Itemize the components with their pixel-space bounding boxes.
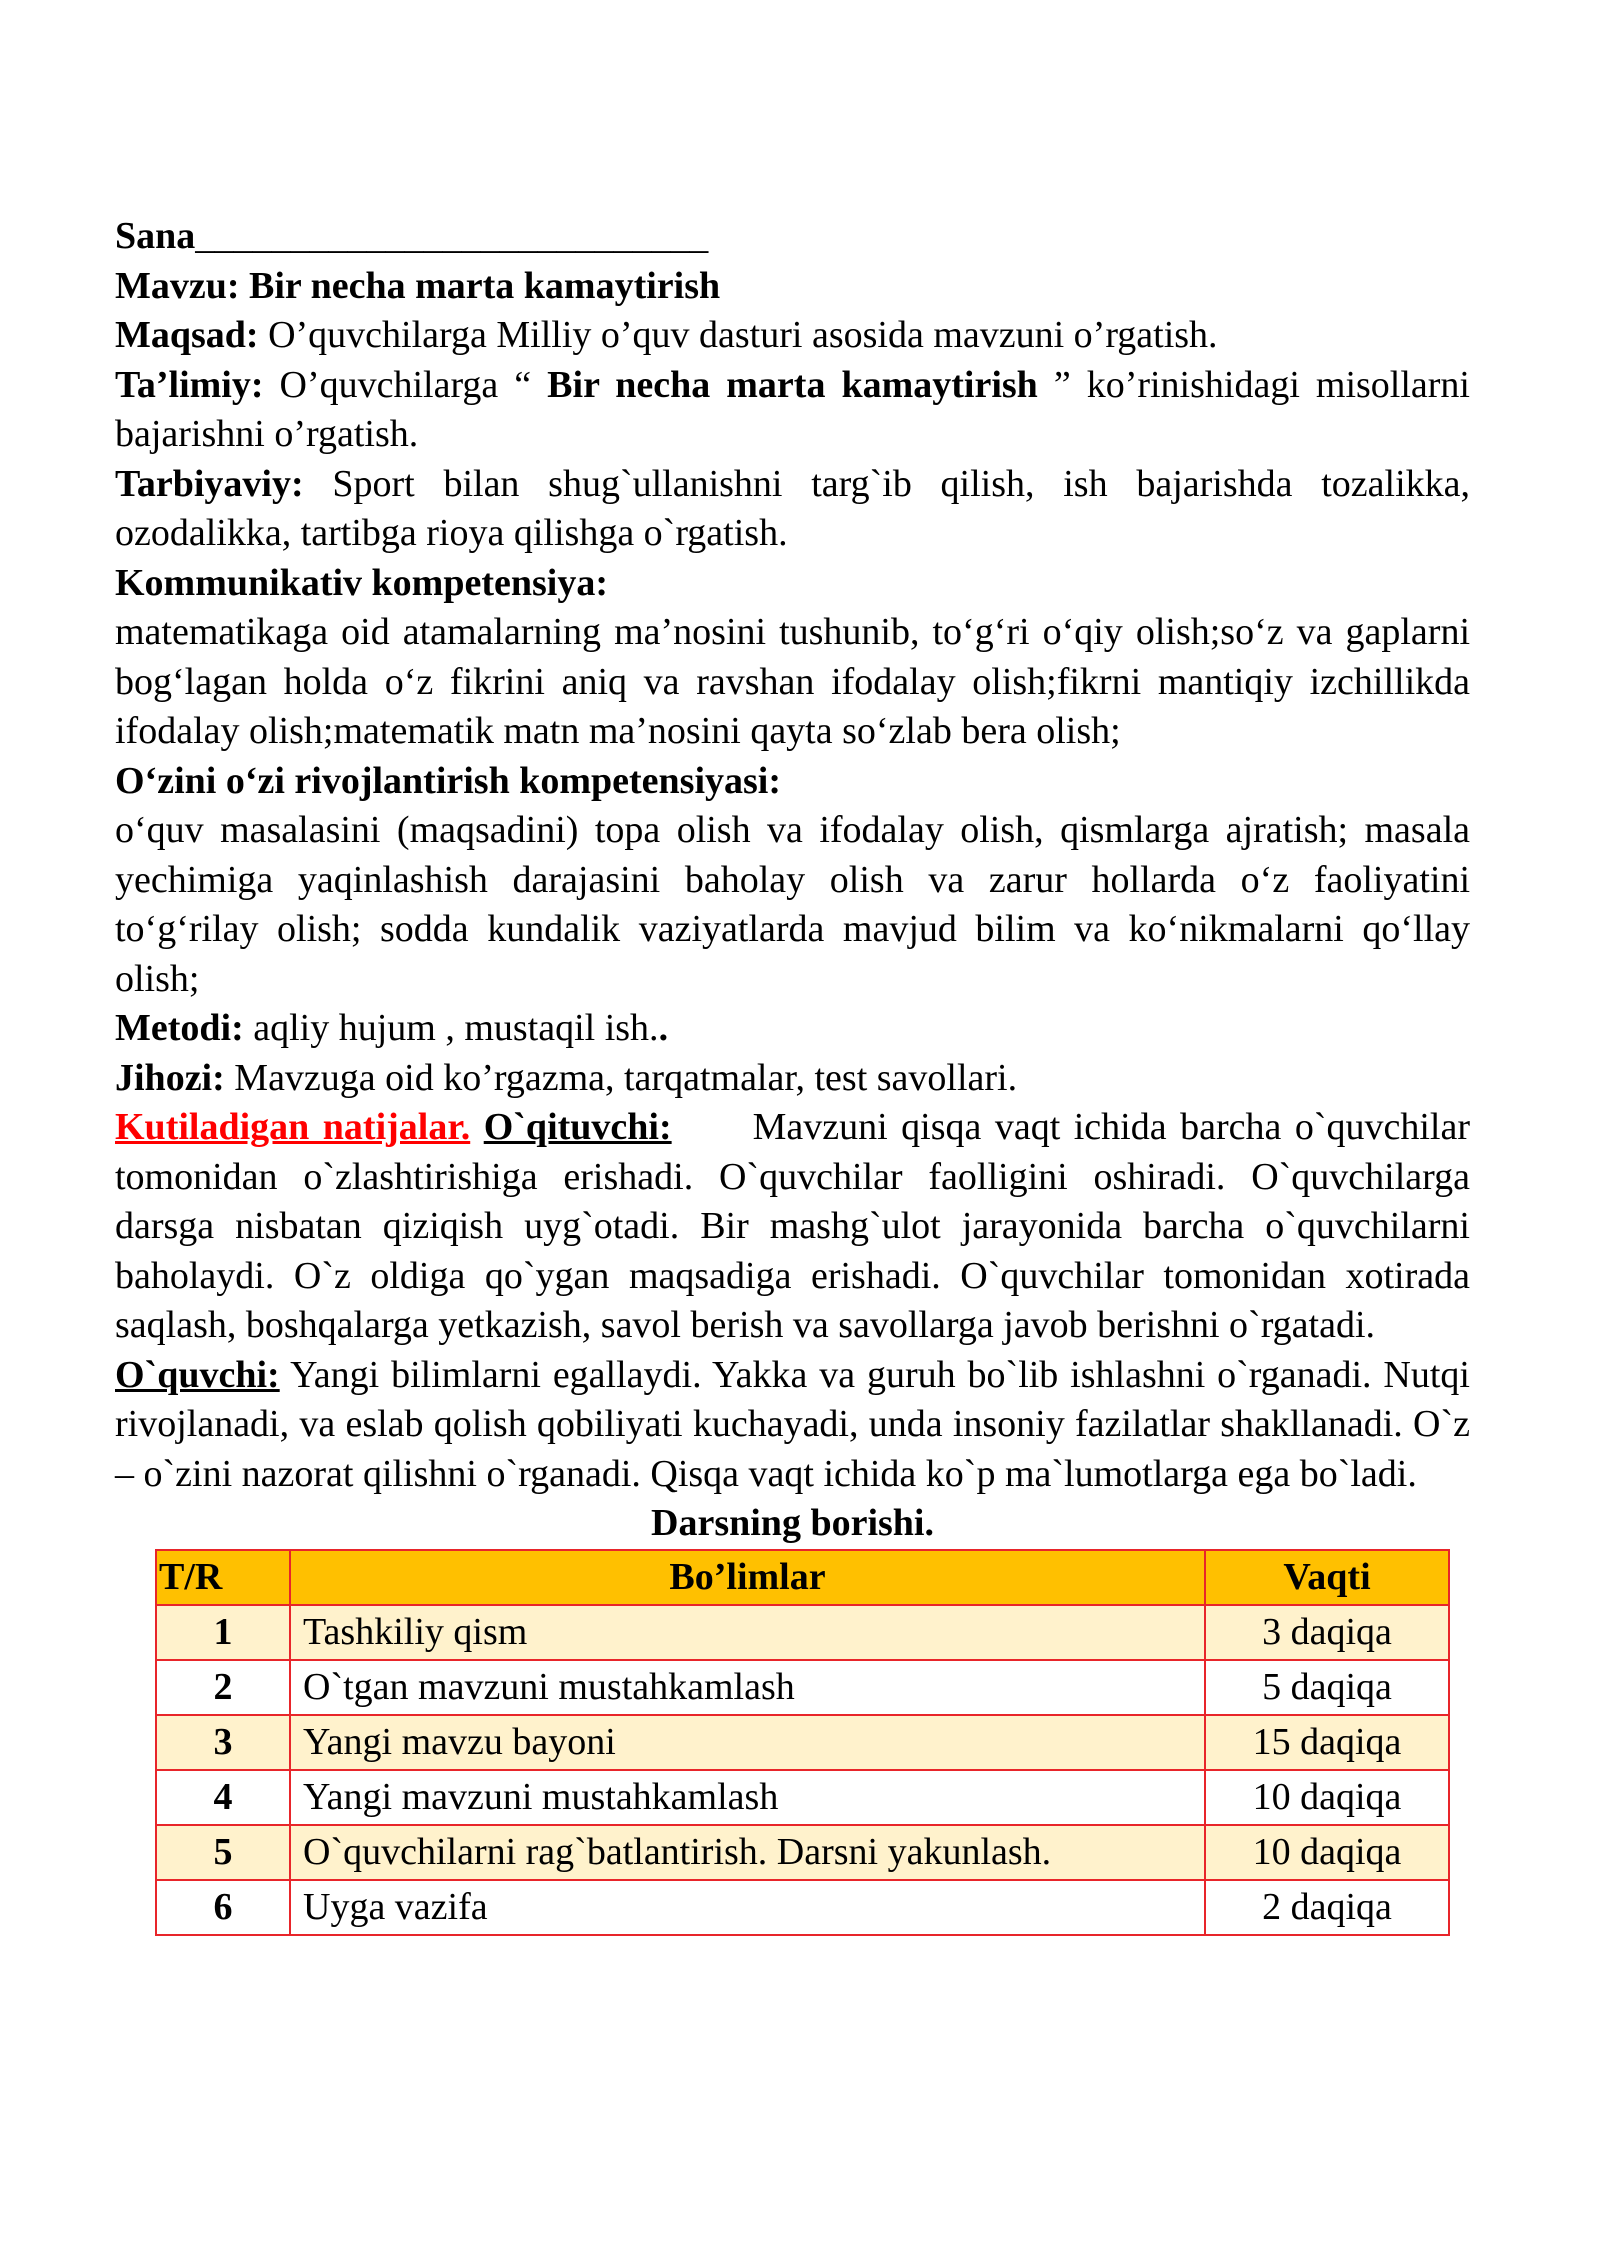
methods-label: Metodi: — [115, 1007, 244, 1049]
lesson-steps-table — [155, 1549, 1450, 1936]
row-time: 10 daqiqa — [1205, 1770, 1449, 1825]
upbringing-line — [115, 460, 1470, 559]
goal-line — [115, 311, 1470, 361]
table-row — [156, 1715, 1449, 1770]
self-development-heading-text: O‘zini o‘zi rivojlantirish kompetensiyasi: — [115, 759, 782, 802]
row-time: 15 daqiqa — [1205, 1715, 1449, 1770]
table-header-row — [156, 1550, 1449, 1605]
row-number: 2 — [156, 1660, 290, 1715]
self-development-heading — [115, 757, 1470, 807]
educational-text-2: ” ko’rinishidagi misollarni bajarishni o’rgatish. — [115, 363, 1470, 455]
teacher-text: Mavzuni qisqa vaqt ichida barcha o`quvchilar tomonidan o`zlashtirishiga erishadi. O`quvchilar faolligini oshiradi. O`quvchilarga darsga nisbatan qiziqish uyg`otadi. Bir mashg`ulot jarayonida barcha o`quvchilarni baholaydi. O`z oldiga qo`ygan maqsadiga erishadi. O`quvchilar tomonidan xotirada saqlash, boshqalarga yetkazish, savol berish va savollarga javob berishni o`rgatadi. — [115, 1106, 1480, 1346]
row-section: Yangi mavzu bayoni — [290, 1715, 1205, 1770]
date-line — [115, 212, 1470, 262]
topic-label: Mavzu: — [115, 264, 240, 307]
goal-text: O’quvchilarga Milliy o’quv dasturi asosida mavzuni o’rgatish. — [258, 314, 1218, 356]
table-row — [156, 1825, 1449, 1880]
row-time: 3 daqiqa — [1205, 1605, 1449, 1660]
table-row — [156, 1605, 1449, 1660]
upbringing-text: Sport bilan shug`ullanishni targ`ib qilish, ish bajarishda tozalikka, ozodalikka, tartibga rioya qilishga o`rgatish. — [115, 462, 1470, 554]
self-development-text: o‘quv masalasini (maqsadini) topa olish va ifodalay olish, qismlarga ajratish; masala yechimiga yaqinlashish darajasini baholay olish va zarur hollarda o‘z faoliyatini to‘g‘rilay olish; sodda kundalik vaziyatlarda mavjud bilim va ko‘nikmalarni qo‘llay olish; — [115, 809, 1470, 1000]
row-number: 6 — [156, 1880, 290, 1935]
educational-label: Ta’limiy: — [115, 363, 264, 406]
communicative-heading — [115, 559, 1470, 609]
upbringing-label: Tarbiyaviy: — [115, 462, 304, 505]
row-number: 5 — [156, 1825, 290, 1880]
table-row — [156, 1880, 1449, 1935]
communicative-text: matematikaga oid atamalarning ma’nosini tushunib, to‘g‘ri o‘qiy olish;so‘z va gaplarni bog‘lagan holda o‘z fikrini aniq va ravshan ifodalay olish;fikrni mantiqiy izchillikda ifodalay olish;matematik matn ma’nosini qayta so‘zlab bera olish; — [115, 611, 1470, 752]
row-section: Tashkiliy qism — [290, 1605, 1205, 1660]
student-results — [115, 1351, 1470, 1500]
row-number: 1 — [156, 1605, 290, 1660]
header-number: T/R — [156, 1550, 290, 1605]
lesson-plan-page — [115, 212, 1480, 1936]
methods-end: . — [658, 1007, 669, 1049]
equipment-text: Mavzuga oid ko’rgazma, tarqatmalar, test savollari. — [224, 1056, 1018, 1099]
student-text: Yangi bilimlarni egallaydi. Yakka va guruh bo`lib ishlashni o`rganadi. Nutqi rivojlanadi, va eslab qolish qobiliyati kuchayadi, unda insoniy fazilatlar shakllanadi. O`z – o`zini nazorat qilishni o`rganadi. Qisqa vaqt ichida ko`p ma`lumotlarga ega bo`ladi. — [115, 1353, 1470, 1495]
table-row — [156, 1770, 1449, 1825]
row-section: Yangi mavzuni mustahkamlash — [290, 1770, 1205, 1825]
topic-text: Bir necha marta kamaytirish — [239, 264, 721, 307]
expected-results-label: Kutiladigan natijalar. — [115, 1106, 471, 1148]
expected-results — [115, 1103, 1480, 1351]
row-section: O`quvchilarni rag`batlantirish. Darsni yakunlash. — [290, 1825, 1205, 1880]
equipment-line — [115, 1054, 1470, 1104]
educational-text-1: O’quvchilarga “ — [263, 363, 548, 406]
educational-line — [115, 361, 1470, 460]
teacher-label: O`qituvchi: — [483, 1106, 672, 1148]
row-time: 2 daqiqa — [1205, 1880, 1449, 1935]
row-number: 3 — [156, 1715, 290, 1770]
educational-topic: Bir necha marta kamaytirish — [547, 363, 1038, 406]
methods-text: aqliy hujum , mustaqil ish. — [243, 1007, 659, 1049]
row-number: 4 — [156, 1770, 290, 1825]
equipment-label: Jihozi: — [115, 1056, 225, 1099]
header-sections: Bo’limlar — [290, 1550, 1205, 1605]
communicative-heading-text: Kommunikativ kompetensiya: — [115, 561, 608, 604]
row-time: 5 daqiqa — [1205, 1660, 1449, 1715]
row-section: Uyga vazifa — [290, 1880, 1205, 1935]
date-label: Sana — [115, 215, 196, 257]
row-section: O`tgan mavzuni mustahkamlash — [290, 1660, 1205, 1715]
table-title: Darsning borishi. — [651, 1502, 934, 1544]
methods-line — [115, 1004, 1470, 1054]
student-label: O`quvchi: — [115, 1353, 280, 1396]
header-time: Vaqti — [1205, 1550, 1449, 1605]
date-blank: ___________________________ — [195, 215, 709, 257]
goal-label: Maqsad: — [115, 314, 259, 356]
topic-line — [115, 262, 1470, 312]
row-time: 10 daqiqa — [1205, 1825, 1449, 1880]
table-row — [156, 1660, 1449, 1715]
